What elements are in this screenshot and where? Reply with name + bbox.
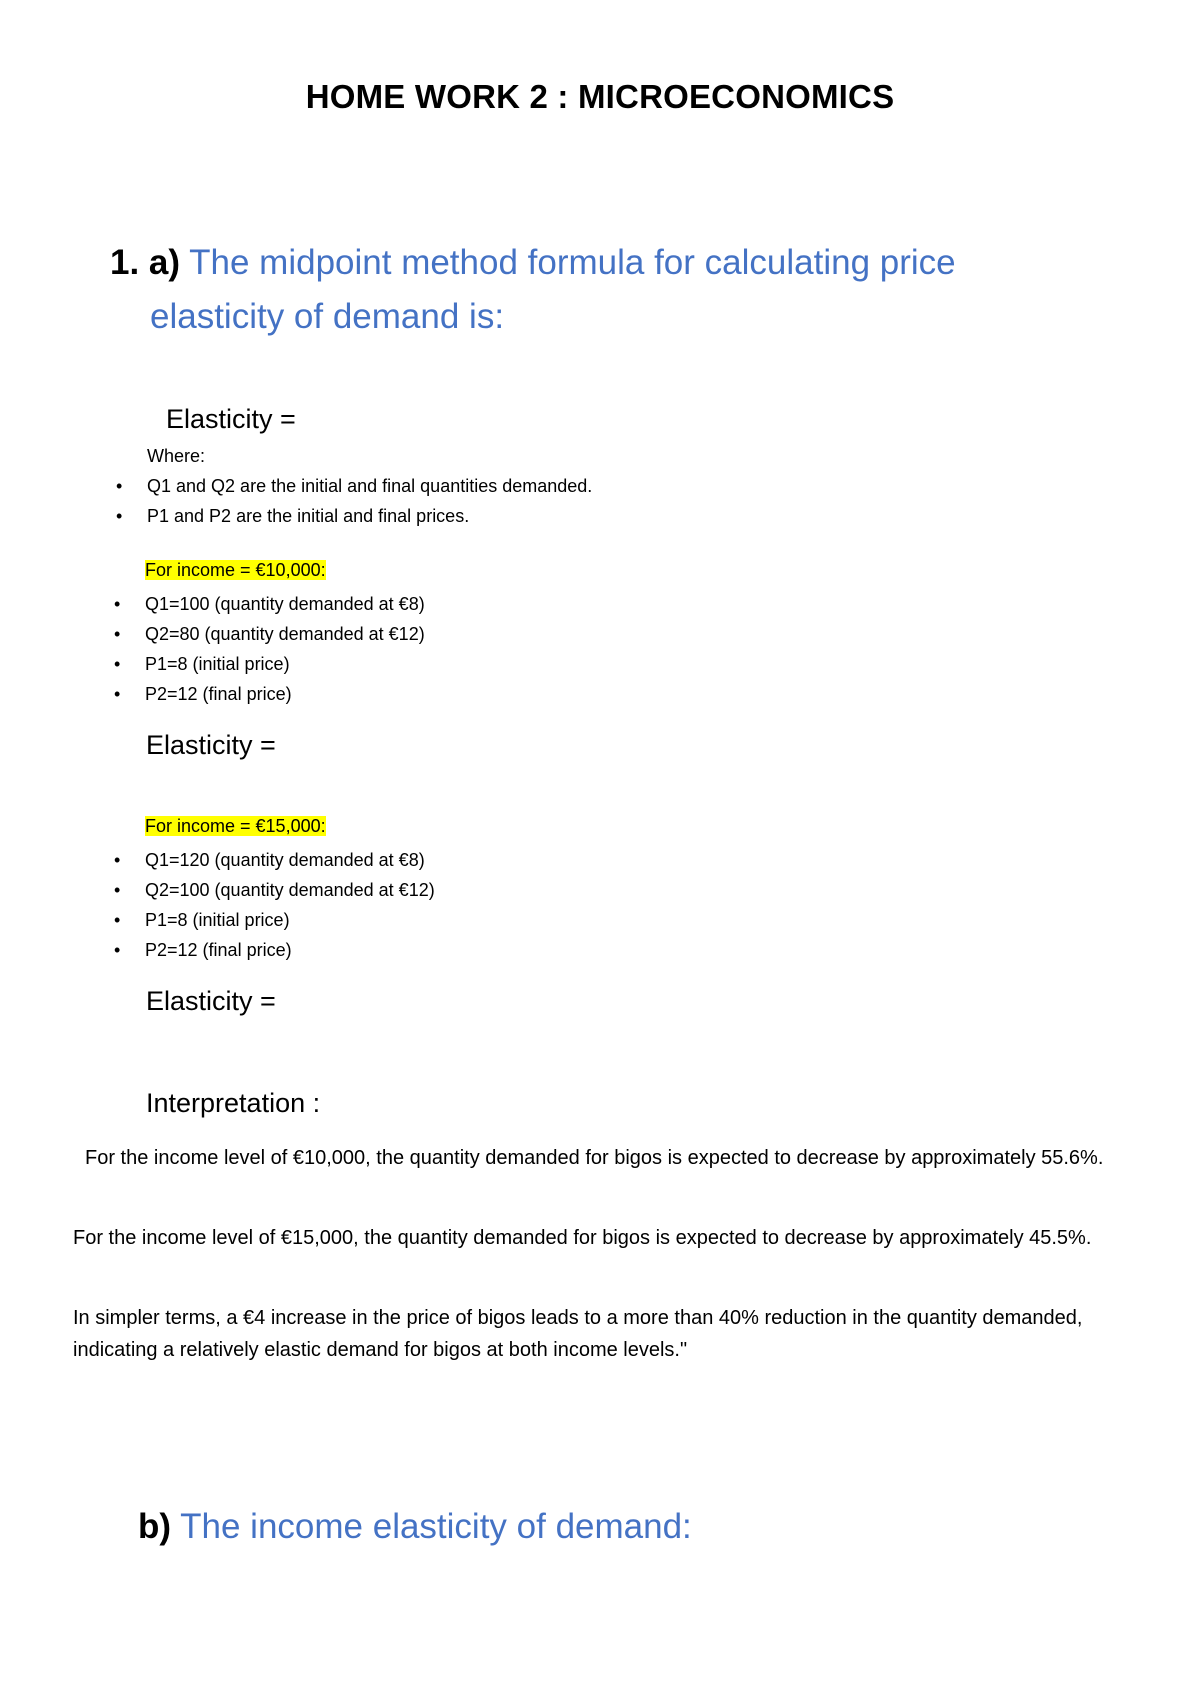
definitions-list [116,471,593,531]
bullet-icon: • [114,654,121,674]
bullet-icon: • [114,910,121,930]
page-title: HOME WORK 2 : MICROECONOMICS [305,78,895,115]
where-label: Where: [147,446,206,466]
section-a-heading-line1: The midpoint method formula for calculating price [189,243,956,282]
elasticity-15000-label: Elasticity = [146,986,276,1016]
section-a-number: 1. a) [110,243,181,282]
section-a-heading [110,236,956,290]
interpretation-paragraph-3: In simpler terms, a €4 increase in the price of bigos leads to a more than 40% reduction in the quantity demanded, indicating a relatively elastic demand for bigos at both income levels." [73,1307,1083,1361]
list-item: • P2=12 (final price) [145,679,425,709]
bullet-icon: • [116,506,123,526]
list-item: • P1 and P2 are the initial and final prices. [147,501,592,531]
list-item: • Q2=100 (quantity demanded at €12) [145,875,435,905]
interpretation-label: Interpretation : [146,1088,321,1118]
list-item: • P2=12 (final price) [145,935,435,965]
elasticity-10000-label: Elasticity = [146,730,276,760]
interpretation-paragraph-2: For the income level of €15,000, the quantity demanded for bigos is expected to decrease by approximately 45.5%. [73,1227,1092,1249]
list-item: • P1=8 (initial price) [145,905,435,935]
list-item: • P1=8 (initial price) [145,649,425,679]
list-item: • Q1 and Q2 are the initial and final quantities demanded. [147,471,592,501]
bullet-icon: • [114,880,121,900]
interpretation-paragraph-1: For the income level of €10,000, the quantity demanded for bigos is expected to decrease by approximately 55.6%. [85,1147,1104,1169]
section-b-heading [138,1500,692,1554]
elasticity-formula-label: Elasticity = [166,404,296,434]
bullet-icon: • [114,594,121,614]
income-15000-label: For income = €15,000: [145,816,326,836]
section-b-number: b) [138,1507,172,1546]
income-10000-list [114,589,425,709]
bullet-icon: • [114,624,121,644]
list-item: • Q1=120 (quantity demanded at €8) [145,845,435,875]
bullet-icon: • [114,940,121,960]
income-10000-label: For income = €10,000: [145,560,326,580]
section-b-heading-text: The income elasticity of demand: [180,1507,692,1546]
list-item: • Q1=100 (quantity demanded at €8) [145,589,425,619]
bullet-icon: • [116,476,123,496]
section-a-heading-line2: elasticity of demand is: [150,297,505,336]
list-item: • Q2=80 (quantity demanded at €12) [145,619,425,649]
income-15000-list [114,845,435,965]
bullet-icon: • [114,684,121,704]
bullet-icon: • [114,850,121,870]
